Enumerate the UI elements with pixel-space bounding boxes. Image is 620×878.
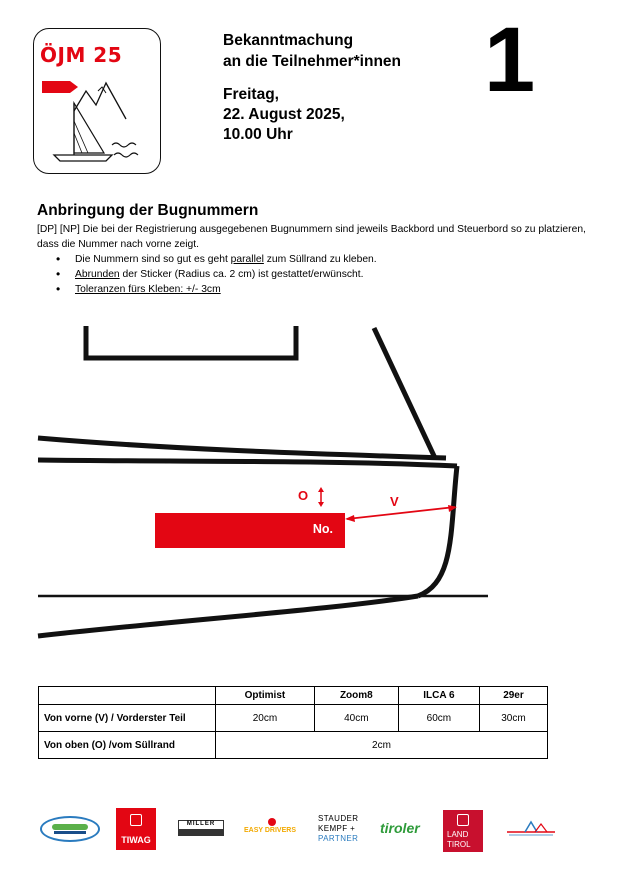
label-v: V [390, 494, 399, 509]
table-header [39, 687, 216, 705]
announcement-title-line2: an die Teilnehmer*innen [223, 53, 402, 70]
easy-drivers-logo: EASY DRIVERS [244, 818, 302, 838]
date-line1: Freitag, [223, 86, 279, 103]
miller-logo: MILLER [178, 820, 224, 836]
announcement-title-line1: Bekanntmachung [223, 32, 354, 49]
table-header-row [39, 687, 548, 705]
eagle-icon [130, 814, 142, 826]
land-tirol-logo: LAND TIROL [443, 810, 483, 852]
bow-number-sticker [155, 513, 345, 548]
distance-table [38, 686, 548, 759]
intro-paragraph: [DP] [NP] Die bei der Registrierung ausgegebenen Bugnummern sind jeweils Backbord und Steuerbord so zu platzieren, dass die Nummer nach vorne zeigt. [37, 224, 586, 250]
logo-title: ÖJM 25 [40, 43, 123, 67]
section-title: Anbringung der Bugnummern [37, 202, 259, 219]
event-logo [33, 28, 161, 174]
table-cell: 2cm [216, 732, 548, 759]
table-cell: 40cm [314, 705, 398, 732]
table-header: Zoom8 [314, 687, 398, 705]
row-label: Von oben (O) /vom Süllrand [39, 732, 216, 759]
sticker-text: No. [312, 522, 333, 536]
table-cell: 60cm [398, 705, 479, 732]
list-item: • Toleranzen fürs Kleben: +/- 3cm [75, 282, 377, 297]
table-row [39, 705, 548, 732]
date-line3: 10.00 Uhr [223, 126, 293, 143]
label-o: O [298, 488, 309, 503]
date-line2: 22. August 2025, [223, 106, 345, 123]
table-cell: 20cm [216, 705, 315, 732]
stauder-kempf-logo: STAUDER KEMPF + PARTNER [318, 814, 359, 843]
table-header: Optimist [216, 687, 315, 705]
row-label: Von vorne (V) / Vorderster Teil [39, 705, 216, 732]
announcement-number: 1 [484, 9, 536, 111]
instruction-list [37, 252, 377, 297]
list-item: • Die Nummern sind so gut es geht parallel zum Süllrand zu kleben. [75, 252, 377, 267]
sailing-club-logo [505, 820, 557, 838]
table-row [39, 732, 548, 759]
table-header: 29er [479, 687, 547, 705]
boat-bow-diagram [0, 320, 620, 650]
eagle-icon [457, 814, 469, 826]
table-header: ILCA 6 [398, 687, 479, 705]
table-cell: 30cm [479, 705, 547, 732]
tiroler-logo: tiroler [380, 820, 420, 836]
achensee-logo [40, 816, 100, 842]
tiwag-logo: TIWAG [116, 808, 156, 850]
list-item: • Abrunden der Sticker (Radius ca. 2 cm) ist gestattet/erwünscht. [75, 267, 377, 282]
